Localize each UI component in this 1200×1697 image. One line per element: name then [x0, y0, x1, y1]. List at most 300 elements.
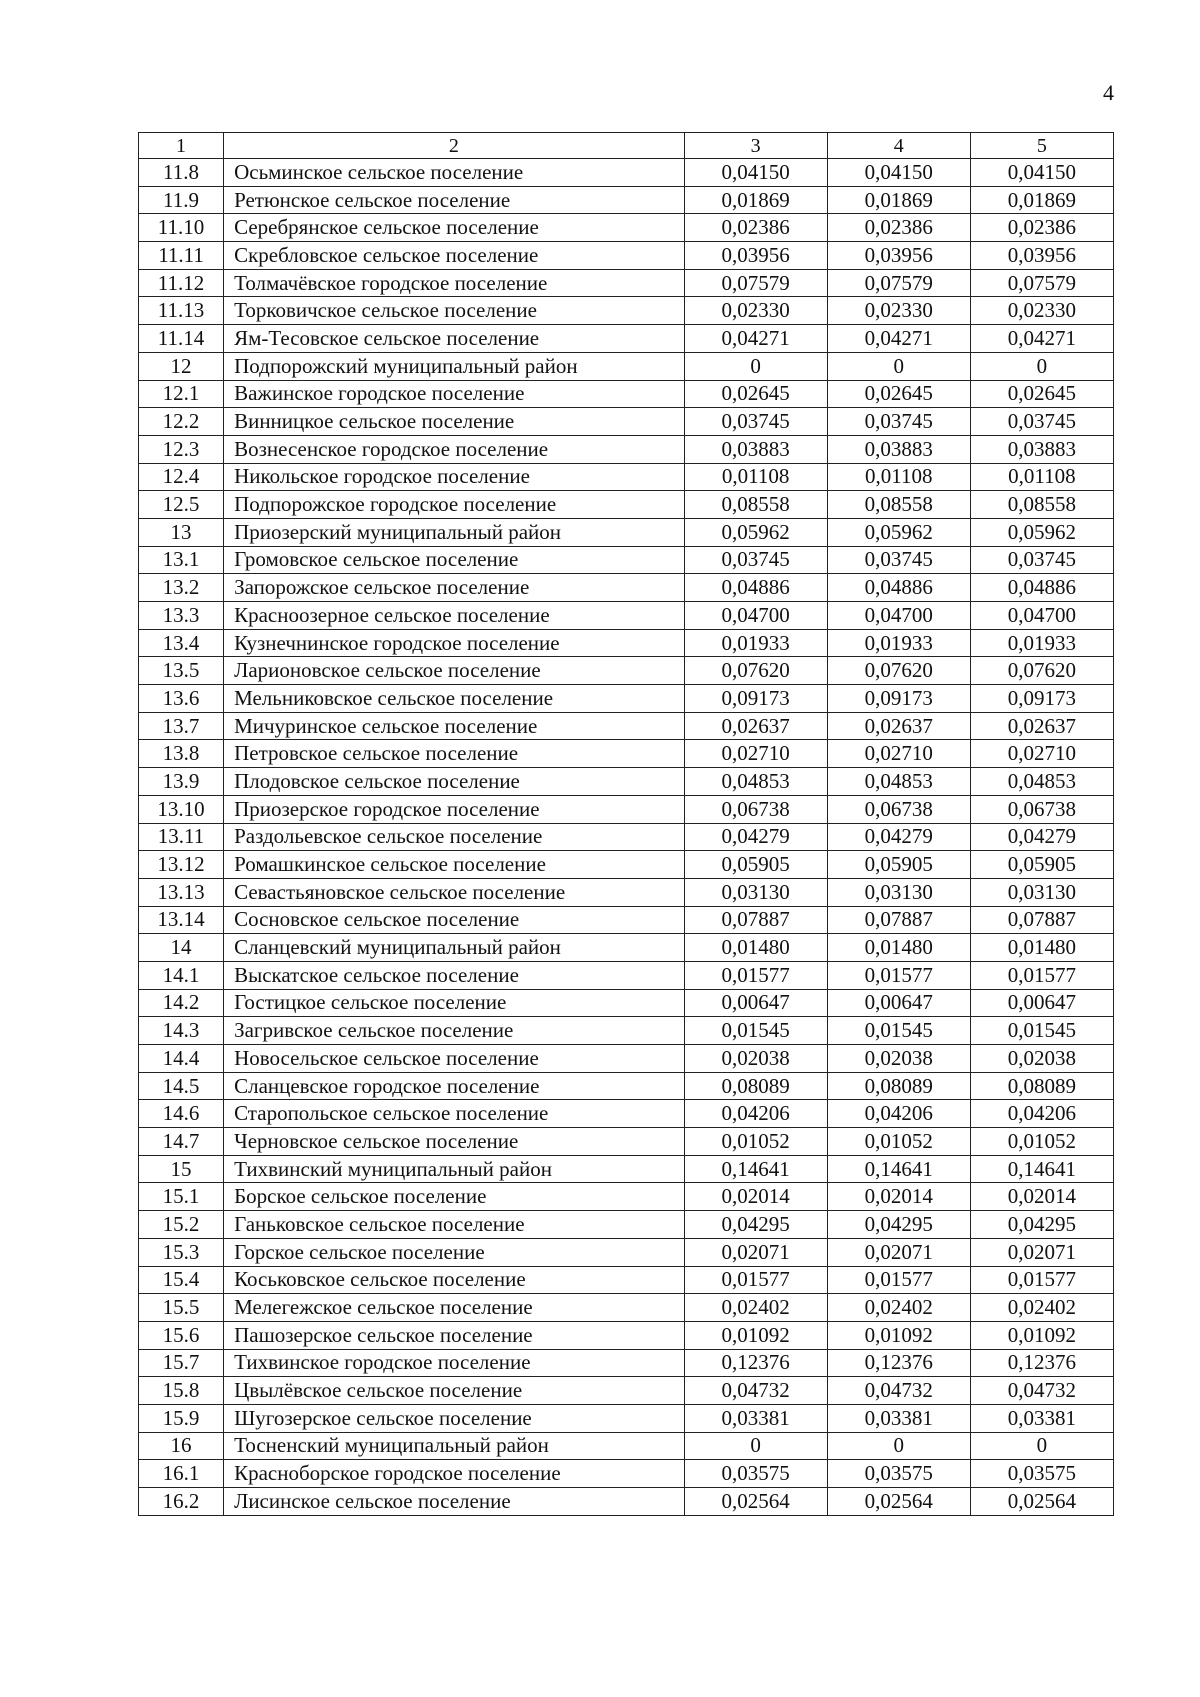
- value-col3-cell: 0,09173: [684, 685, 827, 713]
- value-col3-cell: 0,06738: [684, 795, 827, 823]
- row-number-cell: 13.10: [139, 795, 224, 823]
- value-col5-cell: 0,04295: [970, 1211, 1113, 1239]
- value-col5-cell: 0,14641: [970, 1155, 1113, 1183]
- value-col3-cell: 0,05962: [684, 518, 827, 546]
- value-col3-cell: 0,03381: [684, 1404, 827, 1432]
- value-col3-cell: 0,04853: [684, 768, 827, 796]
- value-col4-cell: 0,02330: [827, 297, 970, 325]
- settlement-name-cell: Ромашкинское сельское поселение: [224, 851, 684, 879]
- settlement-name-cell: Тосненский муниципальный район: [224, 1432, 684, 1460]
- row-number-cell: 15.2: [139, 1211, 224, 1239]
- value-col4-cell: 0,04886: [827, 574, 970, 602]
- row-number-cell: 13.6: [139, 685, 224, 713]
- value-col5-cell: 0,04206: [970, 1100, 1113, 1128]
- value-col4-cell: 0,03956: [827, 242, 970, 270]
- header-cell-1: 1: [139, 133, 224, 159]
- settlement-name-cell: Приозерский муниципальный район: [224, 518, 684, 546]
- value-col3-cell: 0,04150: [684, 159, 827, 187]
- table-row: [139, 1404, 1114, 1432]
- row-number-cell: 14.2: [139, 989, 224, 1017]
- row-number-cell: 16.2: [139, 1488, 224, 1516]
- value-col5-cell: 0,01052: [970, 1128, 1113, 1156]
- table-row: [139, 1321, 1114, 1349]
- settlement-name-cell: Кузнечнинское городское поселение: [224, 629, 684, 657]
- value-col3-cell: 0,03575: [684, 1460, 827, 1488]
- value-col4-cell: 0,02645: [827, 380, 970, 408]
- value-col4-cell: 0,08089: [827, 1072, 970, 1100]
- value-col5-cell: 0,04700: [970, 602, 1113, 630]
- settlement-name-cell: Винницкое сельское поселение: [224, 408, 684, 436]
- settlement-name-cell: Петровское сельское поселение: [224, 740, 684, 768]
- value-col4-cell: 0,02637: [827, 712, 970, 740]
- row-number-cell: 14.4: [139, 1045, 224, 1073]
- value-col4-cell: 0,03745: [827, 408, 970, 436]
- row-number-cell: 13.2: [139, 574, 224, 602]
- value-col3-cell: 0,07620: [684, 657, 827, 685]
- row-number-cell: 13.5: [139, 657, 224, 685]
- value-col5-cell: 0,02637: [970, 712, 1113, 740]
- settlement-name-cell: Красноозерное сельское поселение: [224, 602, 684, 630]
- table-row: [139, 1432, 1114, 1460]
- value-col5-cell: 0,01092: [970, 1321, 1113, 1349]
- value-col3-cell: 0,05905: [684, 851, 827, 879]
- value-col3-cell: 0,02014: [684, 1183, 827, 1211]
- value-col5-cell: 0,03745: [970, 408, 1113, 436]
- value-col5-cell: 0,04853: [970, 768, 1113, 796]
- row-number-cell: 15: [139, 1155, 224, 1183]
- value-col5-cell: 0,04150: [970, 159, 1113, 187]
- value-col4-cell: 0,09173: [827, 685, 970, 713]
- value-col3-cell: 0,02386: [684, 214, 827, 242]
- row-number-cell: 13.8: [139, 740, 224, 768]
- value-col4-cell: 0,01545: [827, 1017, 970, 1045]
- row-number-cell: 13.14: [139, 906, 224, 934]
- value-col4-cell: 0,01577: [827, 1266, 970, 1294]
- value-col4-cell: 0,05905: [827, 851, 970, 879]
- settlement-name-cell: Ларионовское сельское поселение: [224, 657, 684, 685]
- value-col5-cell: 0,02071: [970, 1238, 1113, 1266]
- row-number-cell: 12.3: [139, 435, 224, 463]
- table-row: [139, 186, 1114, 214]
- row-number-cell: 16: [139, 1432, 224, 1460]
- value-col5-cell: 0,02402: [970, 1294, 1113, 1322]
- value-col4-cell: 0,02071: [827, 1238, 970, 1266]
- row-number-cell: 15.1: [139, 1183, 224, 1211]
- value-col3-cell: 0,03956: [684, 242, 827, 270]
- value-col5-cell: 0: [970, 352, 1113, 380]
- value-col4-cell: 0,03575: [827, 1460, 970, 1488]
- header-cell-3: 3: [684, 133, 827, 159]
- settlement-name-cell: Мелегежское сельское поселение: [224, 1294, 684, 1322]
- row-number-cell: 14: [139, 934, 224, 962]
- value-col5-cell: 0,01577: [970, 1266, 1113, 1294]
- row-number-cell: 14.6: [139, 1100, 224, 1128]
- row-number-cell: 13: [139, 518, 224, 546]
- row-number-cell: 12.5: [139, 491, 224, 519]
- value-col5-cell: 0,01480: [970, 934, 1113, 962]
- value-col4-cell: 0: [827, 1432, 970, 1460]
- table-row: [139, 574, 1114, 602]
- table-body: [139, 133, 1114, 1516]
- table-row: [139, 352, 1114, 380]
- settlement-name-cell: Серебрянское сельское поселение: [224, 214, 684, 242]
- value-col5-cell: 0,04271: [970, 325, 1113, 353]
- value-col3-cell: 0,01545: [684, 1017, 827, 1045]
- value-col5-cell: 0,05962: [970, 518, 1113, 546]
- value-col4-cell: 0,04271: [827, 325, 970, 353]
- value-col5-cell: 0,09173: [970, 685, 1113, 713]
- value-col3-cell: 0,01869: [684, 186, 827, 214]
- value-col3-cell: 0,08089: [684, 1072, 827, 1100]
- settlement-name-cell: Подпорожский муниципальный район: [224, 352, 684, 380]
- settlement-name-cell: Никольское городское поселение: [224, 463, 684, 491]
- row-number-cell: 11.12: [139, 269, 224, 297]
- value-col4-cell: 0,02564: [827, 1488, 970, 1516]
- row-number-cell: 14.3: [139, 1017, 224, 1045]
- value-col5-cell: 0,02330: [970, 297, 1113, 325]
- value-col3-cell: 0,02645: [684, 380, 827, 408]
- settlement-name-cell: Толмачёвское городское поселение: [224, 269, 684, 297]
- table-row: [139, 1100, 1114, 1128]
- value-col4-cell: 0,14641: [827, 1155, 970, 1183]
- row-number-cell: 14.7: [139, 1128, 224, 1156]
- table-row: [139, 242, 1114, 270]
- value-col3-cell: 0,01480: [684, 934, 827, 962]
- value-col5-cell: 0,08558: [970, 491, 1113, 519]
- value-col3-cell: 0,07579: [684, 269, 827, 297]
- value-col4-cell: 0,00647: [827, 989, 970, 1017]
- value-col4-cell: 0,02402: [827, 1294, 970, 1322]
- table-row: [139, 878, 1114, 906]
- value-col3-cell: 0,04732: [684, 1377, 827, 1405]
- settlement-name-cell: Ретюнское сельское поселение: [224, 186, 684, 214]
- value-col4-cell: 0,04700: [827, 602, 970, 630]
- settlement-name-cell: Громовское сельское поселение: [224, 546, 684, 574]
- value-col4-cell: 0,08558: [827, 491, 970, 519]
- value-col4-cell: 0,01092: [827, 1321, 970, 1349]
- value-col5-cell: 0,04279: [970, 823, 1113, 851]
- value-col3-cell: 0,02402: [684, 1294, 827, 1322]
- row-number-cell: 13.1: [139, 546, 224, 574]
- row-number-cell: 15.7: [139, 1349, 224, 1377]
- settlement-name-cell: Загривское сельское поселение: [224, 1017, 684, 1045]
- table-row: [139, 1294, 1114, 1322]
- table-row: [139, 934, 1114, 962]
- value-col3-cell: 0: [684, 1432, 827, 1460]
- table-row: [139, 685, 1114, 713]
- value-col3-cell: 0,02038: [684, 1045, 827, 1073]
- settlement-name-cell: Тихвинское городское поселение: [224, 1349, 684, 1377]
- value-col3-cell: 0,04279: [684, 823, 827, 851]
- settlement-name-cell: Сланцевский муниципальный район: [224, 934, 684, 962]
- value-col5-cell: 0,03745: [970, 546, 1113, 574]
- row-number-cell: 13.12: [139, 851, 224, 879]
- table-row: [139, 269, 1114, 297]
- settlement-name-cell: Мельниковское сельское поселение: [224, 685, 684, 713]
- settlement-name-cell: Приозерское городское поселение: [224, 795, 684, 823]
- value-col5-cell: 0,03130: [970, 878, 1113, 906]
- settlement-name-cell: Раздольевское сельское поселение: [224, 823, 684, 851]
- row-number-cell: 12.2: [139, 408, 224, 436]
- table-row: [139, 546, 1114, 574]
- settlement-name-cell: Пашозерское сельское поселение: [224, 1321, 684, 1349]
- settlement-name-cell: Севастьяновское сельское поселение: [224, 878, 684, 906]
- settlement-name-cell: Шугозерское сельское поселение: [224, 1404, 684, 1432]
- value-col4-cell: 0,01052: [827, 1128, 970, 1156]
- value-col3-cell: 0,12376: [684, 1349, 827, 1377]
- row-number-cell: 13.11: [139, 823, 224, 851]
- value-col4-cell: 0,03745: [827, 546, 970, 574]
- settlement-name-cell: Новосельское сельское поселение: [224, 1045, 684, 1073]
- value-col3-cell: 0,01108: [684, 463, 827, 491]
- settlement-name-cell: Запорожское сельское поселение: [224, 574, 684, 602]
- settlement-name-cell: Гостицкое сельское поселение: [224, 989, 684, 1017]
- row-number-cell: 12: [139, 352, 224, 380]
- row-number-cell: 13.4: [139, 629, 224, 657]
- table-row: [139, 214, 1114, 242]
- value-col5-cell: 0,02014: [970, 1183, 1113, 1211]
- value-col3-cell: 0,01933: [684, 629, 827, 657]
- value-col3-cell: 0,03745: [684, 546, 827, 574]
- value-col4-cell: 0,04732: [827, 1377, 970, 1405]
- table-row: [139, 1211, 1114, 1239]
- value-col5-cell: 0,02710: [970, 740, 1113, 768]
- value-col3-cell: 0,04295: [684, 1211, 827, 1239]
- row-number-cell: 15.3: [139, 1238, 224, 1266]
- value-col5-cell: 0,07887: [970, 906, 1113, 934]
- table-row: [139, 823, 1114, 851]
- row-number-cell: 13.3: [139, 602, 224, 630]
- value-col5-cell: 0,12376: [970, 1349, 1113, 1377]
- value-col3-cell: 0,08558: [684, 491, 827, 519]
- value-col4-cell: 0,04150: [827, 159, 970, 187]
- table-row: [139, 602, 1114, 630]
- table-row: [139, 1460, 1114, 1488]
- table-row: [139, 435, 1114, 463]
- value-col5-cell: 0,02386: [970, 214, 1113, 242]
- value-col4-cell: 0,04206: [827, 1100, 970, 1128]
- value-col4-cell: 0,04295: [827, 1211, 970, 1239]
- page-number: 4: [1103, 80, 1114, 105]
- value-col3-cell: 0,03883: [684, 435, 827, 463]
- settlement-name-cell: Лисинское сельское поселение: [224, 1488, 684, 1516]
- table-row: [139, 518, 1114, 546]
- settlement-name-cell: Борское сельское поселение: [224, 1183, 684, 1211]
- value-col5-cell: 0,02564: [970, 1488, 1113, 1516]
- table-row: [139, 1377, 1114, 1405]
- value-col5-cell: 0,03956: [970, 242, 1113, 270]
- value-col3-cell: 0,02710: [684, 740, 827, 768]
- table-row: [139, 1183, 1114, 1211]
- settlement-name-cell: Подпорожское городское поселение: [224, 491, 684, 519]
- table-row: [139, 380, 1114, 408]
- settlement-name-cell: Плодовское сельское поселение: [224, 768, 684, 796]
- value-col4-cell: 0,03130: [827, 878, 970, 906]
- table-row: [139, 491, 1114, 519]
- row-number-cell: 11.10: [139, 214, 224, 242]
- table-row: [139, 408, 1114, 436]
- value-col3-cell: 0,04700: [684, 602, 827, 630]
- value-col5-cell: 0,03381: [970, 1404, 1113, 1432]
- table-row: [139, 325, 1114, 353]
- value-col4-cell: 0,01577: [827, 961, 970, 989]
- row-number-cell: 11.8: [139, 159, 224, 187]
- settlement-name-cell: Осьминское сельское поселение: [224, 159, 684, 187]
- value-col5-cell: 0,03883: [970, 435, 1113, 463]
- value-col3-cell: 0,02637: [684, 712, 827, 740]
- table-row: [139, 1155, 1114, 1183]
- row-number-cell: 12.1: [139, 380, 224, 408]
- row-number-cell: 12.4: [139, 463, 224, 491]
- value-col5-cell: 0,05905: [970, 851, 1113, 879]
- table-row: [139, 1349, 1114, 1377]
- value-col5-cell: 0: [970, 1432, 1113, 1460]
- table-row: [139, 1266, 1114, 1294]
- row-number-cell: 11.14: [139, 325, 224, 353]
- settlement-name-cell: Горское сельское поселение: [224, 1238, 684, 1266]
- table-row: [139, 657, 1114, 685]
- settlement-name-cell: Сланцевское городское поселение: [224, 1072, 684, 1100]
- value-col5-cell: 0,08089: [970, 1072, 1113, 1100]
- value-col4-cell: 0,07887: [827, 906, 970, 934]
- value-col5-cell: 0,04732: [970, 1377, 1113, 1405]
- data-table: [138, 132, 1114, 1516]
- value-col3-cell: 0: [684, 352, 827, 380]
- table-row: [139, 1238, 1114, 1266]
- row-number-cell: 15.6: [139, 1321, 224, 1349]
- row-number-cell: 15.9: [139, 1404, 224, 1432]
- value-col4-cell: 0,02386: [827, 214, 970, 242]
- value-col3-cell: 0,03745: [684, 408, 827, 436]
- value-col3-cell: 0,01092: [684, 1321, 827, 1349]
- value-col5-cell: 0,01869: [970, 186, 1113, 214]
- row-number-cell: 14.1: [139, 961, 224, 989]
- row-number-cell: 15.8: [139, 1377, 224, 1405]
- value-col4-cell: 0,02710: [827, 740, 970, 768]
- row-number-cell: 11.11: [139, 242, 224, 270]
- value-col4-cell: 0,02038: [827, 1045, 970, 1073]
- value-col5-cell: 0,03575: [970, 1460, 1113, 1488]
- value-col3-cell: 0,02071: [684, 1238, 827, 1266]
- settlement-name-cell: Торковичское сельское поселение: [224, 297, 684, 325]
- value-col4-cell: 0,07579: [827, 269, 970, 297]
- table-row: [139, 463, 1114, 491]
- value-col4-cell: 0,02014: [827, 1183, 970, 1211]
- value-col4-cell: 0,01869: [827, 186, 970, 214]
- value-col5-cell: 0,01577: [970, 961, 1113, 989]
- table-row: [139, 768, 1114, 796]
- table-row: [139, 297, 1114, 325]
- header-cell-5: 5: [970, 133, 1113, 159]
- table-row: [139, 159, 1114, 187]
- settlement-name-cell: Цвылёвское сельское поселение: [224, 1377, 684, 1405]
- value-col5-cell: 0,01108: [970, 463, 1113, 491]
- value-col4-cell: 0,01933: [827, 629, 970, 657]
- row-number-cell: 11.13: [139, 297, 224, 325]
- settlement-name-cell: Выскатское сельское поселение: [224, 961, 684, 989]
- settlement-name-cell: Сосновское сельское поселение: [224, 906, 684, 934]
- value-col3-cell: 0,01577: [684, 961, 827, 989]
- table-row: [139, 1017, 1114, 1045]
- table-row: [139, 1488, 1114, 1516]
- table-row: [139, 851, 1114, 879]
- row-number-cell: 14.5: [139, 1072, 224, 1100]
- value-col3-cell: 0,07887: [684, 906, 827, 934]
- table-row: [139, 712, 1114, 740]
- value-col5-cell: 0,00647: [970, 989, 1113, 1017]
- header-cell-4: 4: [827, 133, 970, 159]
- value-col5-cell: 0,06738: [970, 795, 1113, 823]
- value-col4-cell: 0,03381: [827, 1404, 970, 1432]
- settlement-name-cell: Мичуринское сельское поселение: [224, 712, 684, 740]
- value-col3-cell: 0,04271: [684, 325, 827, 353]
- value-col4-cell: 0,06738: [827, 795, 970, 823]
- settlement-name-cell: Ганьковское сельское поселение: [224, 1211, 684, 1239]
- settlement-name-cell: Черновское сельское поселение: [224, 1128, 684, 1156]
- settlement-name-cell: Ям-Тесовское сельское поселение: [224, 325, 684, 353]
- row-number-cell: 13.13: [139, 878, 224, 906]
- row-number-cell: 15.5: [139, 1294, 224, 1322]
- value-col4-cell: 0,12376: [827, 1349, 970, 1377]
- value-col4-cell: 0,05962: [827, 518, 970, 546]
- table-row: [139, 906, 1114, 934]
- value-col3-cell: 0,01052: [684, 1128, 827, 1156]
- value-col4-cell: 0,04853: [827, 768, 970, 796]
- value-col5-cell: 0,02645: [970, 380, 1113, 408]
- row-number-cell: 16.1: [139, 1460, 224, 1488]
- value-col4-cell: 0,07620: [827, 657, 970, 685]
- value-col3-cell: 0,01577: [684, 1266, 827, 1294]
- row-number-cell: 11.9: [139, 186, 224, 214]
- value-col3-cell: 0,04886: [684, 574, 827, 602]
- row-number-cell: 15.4: [139, 1266, 224, 1294]
- value-col4-cell: 0,04279: [827, 823, 970, 851]
- value-col3-cell: 0,02564: [684, 1488, 827, 1516]
- value-col5-cell: 0,07579: [970, 269, 1113, 297]
- value-col4-cell: 0,01108: [827, 463, 970, 491]
- value-col5-cell: 0,02038: [970, 1045, 1113, 1073]
- settlement-name-cell: Красноборское городское поселение: [224, 1460, 684, 1488]
- row-number-cell: 13.9: [139, 768, 224, 796]
- value-col3-cell: 0,03130: [684, 878, 827, 906]
- value-col3-cell: 0,04206: [684, 1100, 827, 1128]
- table-row: [139, 740, 1114, 768]
- settlement-name-cell: Вознесенское городское поселение: [224, 435, 684, 463]
- settlement-name-cell: Коськовское сельское поселение: [224, 1266, 684, 1294]
- settlement-name-cell: Скребловское сельское поселение: [224, 242, 684, 270]
- table-row: [139, 1045, 1114, 1073]
- value-col5-cell: 0,01545: [970, 1017, 1113, 1045]
- table-row: [139, 961, 1114, 989]
- table-row: [139, 1128, 1114, 1156]
- settlement-name-cell: Важинское городское поселение: [224, 380, 684, 408]
- table-row: [139, 1072, 1114, 1100]
- value-col5-cell: 0,04886: [970, 574, 1113, 602]
- value-col3-cell: 0,02330: [684, 297, 827, 325]
- header-cell-2: 2: [224, 133, 684, 159]
- table-row: [139, 795, 1114, 823]
- value-col3-cell: 0,14641: [684, 1155, 827, 1183]
- value-col5-cell: 0,07620: [970, 657, 1113, 685]
- value-col5-cell: 0,01933: [970, 629, 1113, 657]
- table-header-row: [139, 133, 1114, 159]
- table-row: [139, 989, 1114, 1017]
- settlement-name-cell: Старопольское сельское поселение: [224, 1100, 684, 1128]
- row-number-cell: 13.7: [139, 712, 224, 740]
- value-col4-cell: 0: [827, 352, 970, 380]
- value-col4-cell: 0,03883: [827, 435, 970, 463]
- table-row: [139, 629, 1114, 657]
